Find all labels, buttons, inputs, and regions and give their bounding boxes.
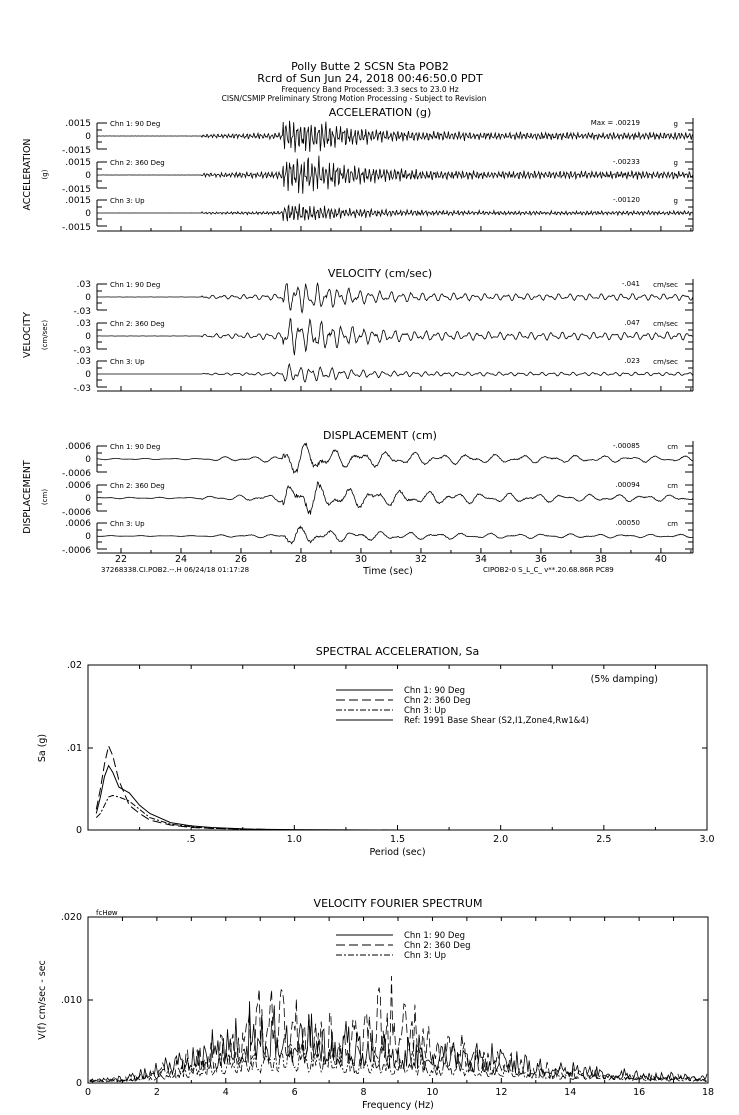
y-tick-label: .0015 — [65, 196, 91, 206]
y-tick-label: -.0006 — [61, 508, 91, 518]
x-tick-label: 14 — [564, 1087, 577, 1098]
channel-peak-unit: cm/sec — [653, 281, 678, 289]
channel-peak-value: -.00233 — [612, 158, 640, 166]
y-tick-label: 0 — [75, 1078, 82, 1089]
y-tick-label: -.03 — [73, 307, 91, 317]
y-tick-label: -.0006 — [61, 546, 91, 556]
channel-peak-unit: cm — [667, 443, 678, 451]
y-tick-label: 0 — [85, 494, 91, 504]
y-tick-label: 0 — [75, 825, 82, 836]
header-station: Polly Butte 2 SCSN Sta POB2 — [291, 60, 449, 73]
channel-peak-value: .023 — [624, 357, 640, 365]
footer-processing-id: CIPOB2-0 S_L_C_ v**.20.68.86R PC89 — [483, 566, 614, 574]
y-tick-label: 0 — [85, 532, 91, 542]
y-tick-label: .0006 — [65, 519, 91, 529]
y-tick-label: .02 — [66, 660, 82, 671]
header-record-time: Rcrd of Sun Jun 24, 2018 00:46:50.0 PDT — [257, 72, 483, 85]
channel-peak-unit: cm/sec — [653, 358, 678, 366]
sa-curve-chn2 — [96, 746, 707, 830]
waveform-1-chn3 — [97, 364, 693, 382]
x-tick-label: 8 — [360, 1087, 367, 1098]
waveform-1-chn1 — [97, 283, 693, 313]
channel-label: Chn 1: 90 Deg — [110, 120, 161, 128]
x-tick-label: 1.5 — [389, 834, 406, 845]
channel-label: Chn 2: 360 Deg — [110, 482, 165, 490]
channel-peak-value: .047 — [624, 319, 640, 327]
legend-label-4: Ref: 1991 Base Shear (S2,I1,Zone4,Rw1&4) — [404, 716, 589, 726]
x-tick-label: .5 — [186, 834, 196, 845]
y-tick-label: -.0015 — [61, 223, 91, 233]
legend-label-3: Chn 3: Up — [404, 951, 447, 961]
time-tick-label: 30 — [354, 554, 368, 565]
channel-label: Chn 1: 90 Deg — [110, 281, 161, 289]
panel-title-2: DISPLACEMENT (cm) — [323, 429, 437, 442]
y-tick-label: 0 — [85, 370, 91, 380]
x-tick-label: 10 — [426, 1087, 439, 1098]
time-tick-label: 40 — [654, 554, 667, 565]
channel-peak-value: Max = .00219 — [590, 119, 640, 127]
waveform-0-chn3 — [97, 204, 693, 222]
x-tick-label: 2 — [153, 1087, 160, 1098]
panel-title-0: ACCELERATION (g) — [328, 106, 432, 119]
y-tick-label: 0 — [85, 332, 91, 342]
x-tick-label: 2.5 — [596, 834, 612, 845]
x-tick-label: 0 — [84, 1087, 92, 1098]
corner-label: fcHøw — [96, 909, 118, 917]
y-tick-label: 0 — [85, 293, 91, 303]
time-tick-label: 36 — [534, 554, 547, 565]
time-axis-label: Time (sec) — [363, 566, 413, 577]
channel-label: Chn 2: 360 Deg — [110, 159, 165, 167]
y-tick-label: 0 — [85, 171, 91, 181]
y-tick-label: .03 — [76, 357, 91, 367]
x-tick-label: 2.0 — [493, 834, 509, 845]
panel-yunit-0: (g) — [41, 169, 49, 180]
y-tick-label: .03 — [76, 280, 91, 290]
channel-peak-unit: cm — [667, 520, 678, 528]
channel-peak-value: -.00120 — [612, 196, 640, 204]
time-tick-label: 28 — [294, 554, 308, 565]
y-tick-label: .03 — [76, 319, 91, 329]
plot-frame — [88, 917, 708, 1083]
y-tick-label: 0 — [85, 455, 91, 465]
y-tick-label: .0015 — [65, 119, 91, 129]
time-tick-label: 34 — [474, 554, 487, 565]
y-tick-label: .0015 — [65, 158, 91, 168]
time-tick-label: 26 — [234, 554, 248, 565]
y-tick-label: -.03 — [73, 346, 91, 356]
legend-label-2: Chn 2: 360 Deg — [404, 696, 471, 706]
sa-curve-chn3 — [96, 795, 707, 830]
x-tick-label: 16 — [633, 1087, 646, 1098]
y-tick-label: -.03 — [73, 384, 91, 394]
waveform-2-chn1 — [97, 443, 693, 473]
panel-title-1: VELOCITY (cm/sec) — [327, 267, 433, 280]
x-axis-label: Frequency (Hz) — [362, 1100, 434, 1111]
time-tick-label: 24 — [174, 554, 188, 565]
damping-note: (5% damping) — [590, 674, 658, 685]
plot-frame — [88, 665, 707, 830]
y-axis-label: V(f) cm/sec - sec — [37, 960, 48, 1040]
legend-label-1: Chn 1: 90 Deg — [404, 686, 466, 696]
channel-peak-unit: cm/sec — [653, 320, 678, 328]
x-tick-label: 4 — [222, 1087, 229, 1098]
panel-yunit-2: (cm) — [41, 488, 49, 506]
chart-title-3: SPECTRAL ACCELERATION, Sa — [315, 645, 480, 658]
x-tick-label: 6 — [291, 1087, 298, 1098]
channel-peak-value: .00094 — [615, 481, 640, 489]
y-tick-label: .01 — [66, 743, 82, 754]
time-tick-label: 32 — [414, 554, 427, 565]
legend-label-3: Chn 3: Up — [404, 706, 447, 716]
waveform-0-chn2 — [97, 156, 693, 194]
channel-peak-value: -.041 — [621, 280, 640, 288]
y-tick-label: -.0015 — [61, 185, 91, 195]
y-tick-label: .0006 — [65, 442, 91, 452]
channel-peak-unit: cm — [667, 482, 678, 490]
waveform-2-chn3 — [97, 527, 693, 544]
channel-peak-value: .00050 — [615, 519, 640, 527]
legend-label-1: Chn 1: 90 Deg — [404, 931, 466, 941]
channel-peak-unit: g — [673, 197, 678, 205]
y-tick-label: 0 — [85, 209, 91, 219]
panel-ylabel-2: DISPLACEMENT — [22, 460, 33, 534]
footer-record-id: 37268338.CI.POB2.--.H 06/24/18 01:17:28 — [101, 566, 250, 574]
channel-label: Chn 3: Up — [110, 358, 145, 366]
header-processing-note: CISN/CSMIP Preliminary Strong Motion Processing - Subject to Revision — [221, 94, 487, 103]
x-tick-label: 12 — [495, 1087, 508, 1098]
channel-peak-unit: g — [673, 120, 678, 128]
time-tick-label: 38 — [594, 554, 607, 565]
y-axis-label: Sa (g) — [37, 733, 48, 763]
y-tick-label: .020 — [60, 912, 82, 923]
channel-label: Chn 2: 360 Deg — [110, 320, 165, 328]
header-frequency-band: Frequency Band Processed: 3.3 secs to 23.0 Hz — [281, 85, 459, 94]
panel-yunit-1: (cm/sec) — [41, 319, 49, 351]
x-tick-label: 18 — [701, 1087, 715, 1098]
waveform-2-chn2 — [97, 482, 693, 515]
y-tick-label: -.0015 — [61, 146, 91, 156]
channel-label: Chn 1: 90 Deg — [110, 443, 161, 451]
legend-label-2: Chn 2: 360 Deg — [404, 941, 471, 951]
y-tick-label: 0 — [85, 132, 91, 142]
y-tick-label: -.0006 — [61, 469, 91, 479]
channel-peak-unit: g — [673, 159, 678, 167]
x-tick-label: 3.0 — [699, 834, 715, 845]
channel-peak-value: -.00085 — [612, 442, 640, 450]
time-tick-label: 22 — [114, 554, 128, 565]
sa-curve-chn1 — [96, 766, 707, 830]
y-tick-label: .0006 — [65, 481, 91, 491]
y-tick-label: .010 — [60, 995, 82, 1006]
channel-label: Chn 3: Up — [110, 520, 145, 528]
waveform-1-chn2 — [97, 319, 693, 356]
chart-title-4: VELOCITY FOURIER SPECTRUM — [313, 897, 483, 910]
channel-label: Chn 3: Up — [110, 197, 145, 205]
panel-ylabel-0: ACCELERATION — [22, 138, 33, 211]
x-axis-label: Period (sec) — [369, 847, 426, 858]
panel-ylabel-1: VELOCITY — [22, 312, 33, 358]
x-tick-label: 1.0 — [286, 834, 302, 845]
